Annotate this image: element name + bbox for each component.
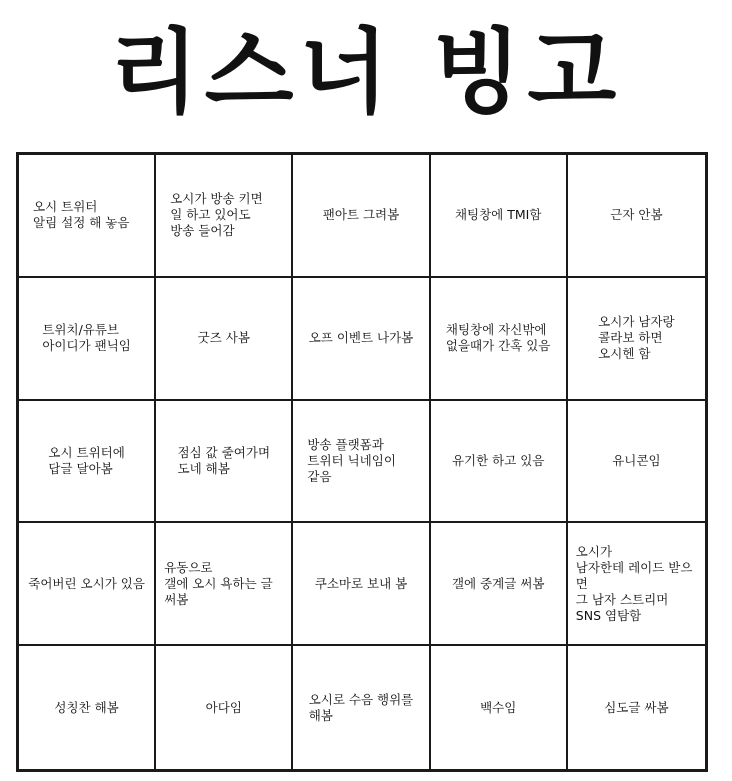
bingo-cell[interactable] xyxy=(156,155,293,278)
bingo-cell[interactable] xyxy=(293,401,430,524)
bingo-cell-text: 아다임 xyxy=(205,699,242,715)
bingo-cell[interactable] xyxy=(431,646,568,769)
bingo-cell[interactable] xyxy=(431,401,568,524)
bingo-cell-text: 근자 안봄 xyxy=(610,207,663,223)
bingo-cell-text: 오시가 남자한테 레이드 받으면 그 남자 스트리머 SNS 염탐함 xyxy=(575,543,693,623)
bingo-cell-text: 오시 트위터 알림 설정 해 놓음 xyxy=(33,199,130,231)
bingo-cell-text: 성칭찬 해봄 xyxy=(54,699,119,715)
bingo-cell[interactable] xyxy=(431,523,568,646)
bingo-cell[interactable] xyxy=(293,646,430,769)
bingo-cell[interactable] xyxy=(19,155,156,278)
bingo-cell-text: 죽어버린 오시가 있음 xyxy=(28,575,145,591)
bingo-cell[interactable] xyxy=(568,155,705,278)
bingo-cell-text: 갤에 중계글 써봄 xyxy=(451,575,545,591)
bingo-cell[interactable] xyxy=(293,278,430,401)
bingo-cell[interactable] xyxy=(431,278,568,401)
bingo-cell-text: 채팅창에 TMI함 xyxy=(454,207,542,223)
bingo-cell[interactable] xyxy=(431,155,568,278)
bingo-cell-text: 유기한 하고 있음 xyxy=(451,452,545,468)
bingo-cell-text: 채팅창에 자신밖에 없을때가 간혹 있음 xyxy=(445,322,551,354)
bingo-cell-text: 트위치/유튜브 아이디가 팬닉임 xyxy=(42,322,131,354)
bingo-cell-text: 유니콘임 xyxy=(612,452,661,468)
bingo-cell-text: 백수임 xyxy=(480,699,517,715)
bingo-cell[interactable] xyxy=(156,523,293,646)
bingo-cell-text: 오시 트위터에 답글 달아봄 xyxy=(48,444,125,476)
bingo-cell-text: 오시가 남자랑 콜라보 하면 오시헨 함 xyxy=(598,314,675,362)
bingo-cell[interactable] xyxy=(568,401,705,524)
bingo-cell-text: 오시가 방송 키면 일 하고 있어도 방송 들어감 xyxy=(170,191,263,239)
bingo-cell[interactable] xyxy=(19,646,156,769)
page-title: 리스너 빙고 xyxy=(109,19,623,126)
bingo-cell[interactable] xyxy=(293,155,430,278)
bingo-cell[interactable] xyxy=(568,646,705,769)
bingo-cell-text: 점심 값 줄여가며 도네 해봄 xyxy=(177,444,271,476)
bingo-cell-text: 유동으로 갤에 오시 욕하는 글 써봄 xyxy=(164,559,273,607)
bingo-board xyxy=(16,152,708,772)
bingo-cell[interactable] xyxy=(156,646,293,769)
bingo-cell[interactable] xyxy=(156,278,293,401)
bingo-cell-text: 오시로 수음 행위를 해봄 xyxy=(308,691,414,723)
bingo-cell-text: 쿠소마로 보내 봄 xyxy=(314,575,408,591)
bingo-cell[interactable] xyxy=(156,401,293,524)
bingo-cell[interactable] xyxy=(568,278,705,401)
bingo-cell[interactable] xyxy=(568,523,705,646)
bingo-cell[interactable] xyxy=(293,523,430,646)
bingo-cell-text: 방송 플랫폼과 트위터 닉네임이 같음 xyxy=(307,436,396,484)
bingo-cell[interactable] xyxy=(19,278,156,401)
bingo-cell[interactable] xyxy=(19,523,156,646)
bingo-cell-text: 심도글 싸봄 xyxy=(604,699,669,715)
bingo-cell-text: 오프 이벤트 나가봄 xyxy=(308,330,414,346)
bingo-cell-text: 굿즈 사봄 xyxy=(197,330,250,346)
bingo-cell-text: 팬아트 그려봄 xyxy=(322,207,400,223)
bingo-cell[interactable] xyxy=(19,401,156,524)
